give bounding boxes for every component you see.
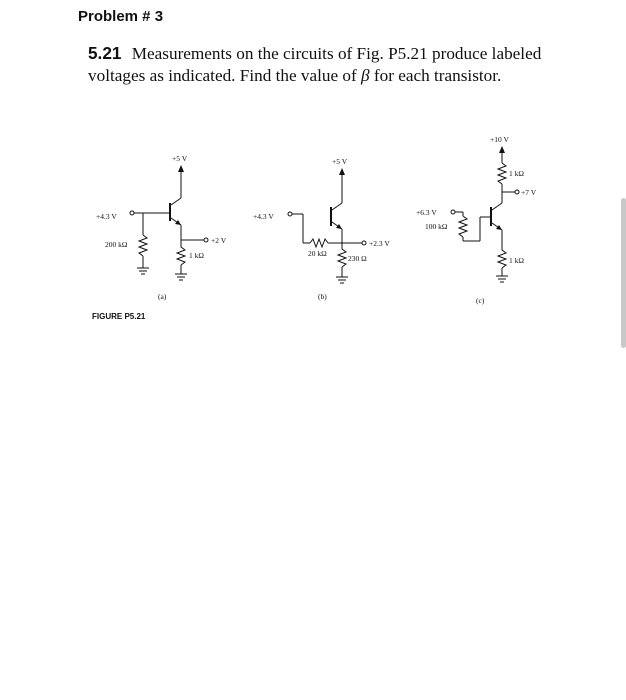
- circuit-b-supply-label: +5 V: [332, 157, 348, 166]
- circuit-a-base-voltage: +4.3 V: [96, 212, 117, 221]
- scrollbar[interactable]: [621, 198, 626, 348]
- circuit-b-emitter-voltage: +2.3 V: [369, 239, 390, 248]
- circuit-c-emitter-resistor: 1 kΩ: [509, 256, 524, 265]
- resistor-20k-icon: [310, 239, 328, 247]
- resistor-100k-icon: [459, 216, 467, 237]
- resistor-1k-icon: [177, 240, 185, 265]
- beta-symbol: β: [361, 66, 370, 85]
- circuit-a-emitter-voltage: +2 V: [211, 236, 227, 245]
- supply-arrow-icon: [499, 146, 505, 153]
- circuit-a-emitter-resistor: 1 kΩ: [189, 251, 204, 260]
- figure-caption: FIGURE P5.21: [92, 312, 146, 321]
- problem-text: Measurements on the circuits of Fig. P5.21 produce labeled voltages as indicated. Find the value of: [88, 44, 542, 85]
- circuit-c-base-resistor: 100 kΩ: [425, 222, 448, 231]
- circuit-b: [253, 157, 390, 301]
- problem-number: 5.21: [88, 43, 122, 63]
- circuit-c-base-voltage: +6.3 V: [416, 208, 437, 217]
- resistor-200k-icon: [139, 235, 147, 256]
- circuit-a-base-resistor: 200 kΩ: [105, 240, 128, 249]
- circuit-b-base-voltage: +4.3 V: [253, 212, 274, 221]
- circuit-c: [416, 135, 537, 305]
- supply-arrow-icon: [178, 165, 184, 172]
- circuit-c-supply-label: +10 V: [490, 135, 509, 144]
- circuit-b-emitter-resistor: 230 Ω: [348, 254, 367, 263]
- circuit-b-base-resistor: 20 kΩ: [308, 249, 327, 258]
- circuit-a-label: (a): [158, 292, 167, 301]
- resistor-230-icon: [338, 243, 346, 267]
- supply-arrow-icon: [339, 168, 345, 175]
- circuit-c-collector-resistor: 1 kΩ: [509, 169, 524, 178]
- circuit-c-label: (c): [476, 296, 485, 305]
- circuit-b-label: (b): [318, 292, 327, 301]
- resistor-1k-collector-icon: [498, 163, 506, 184]
- circuit-a: [96, 154, 227, 301]
- problem-text-end: for each transistor.: [373, 66, 502, 85]
- circuit-c-collector-voltage: +7 V: [521, 188, 537, 197]
- circuit-a-supply-label: +5 V: [172, 154, 188, 163]
- resistor-1k-emitter-icon: [498, 246, 506, 268]
- problem-heading: Problem # 3: [78, 8, 164, 25]
